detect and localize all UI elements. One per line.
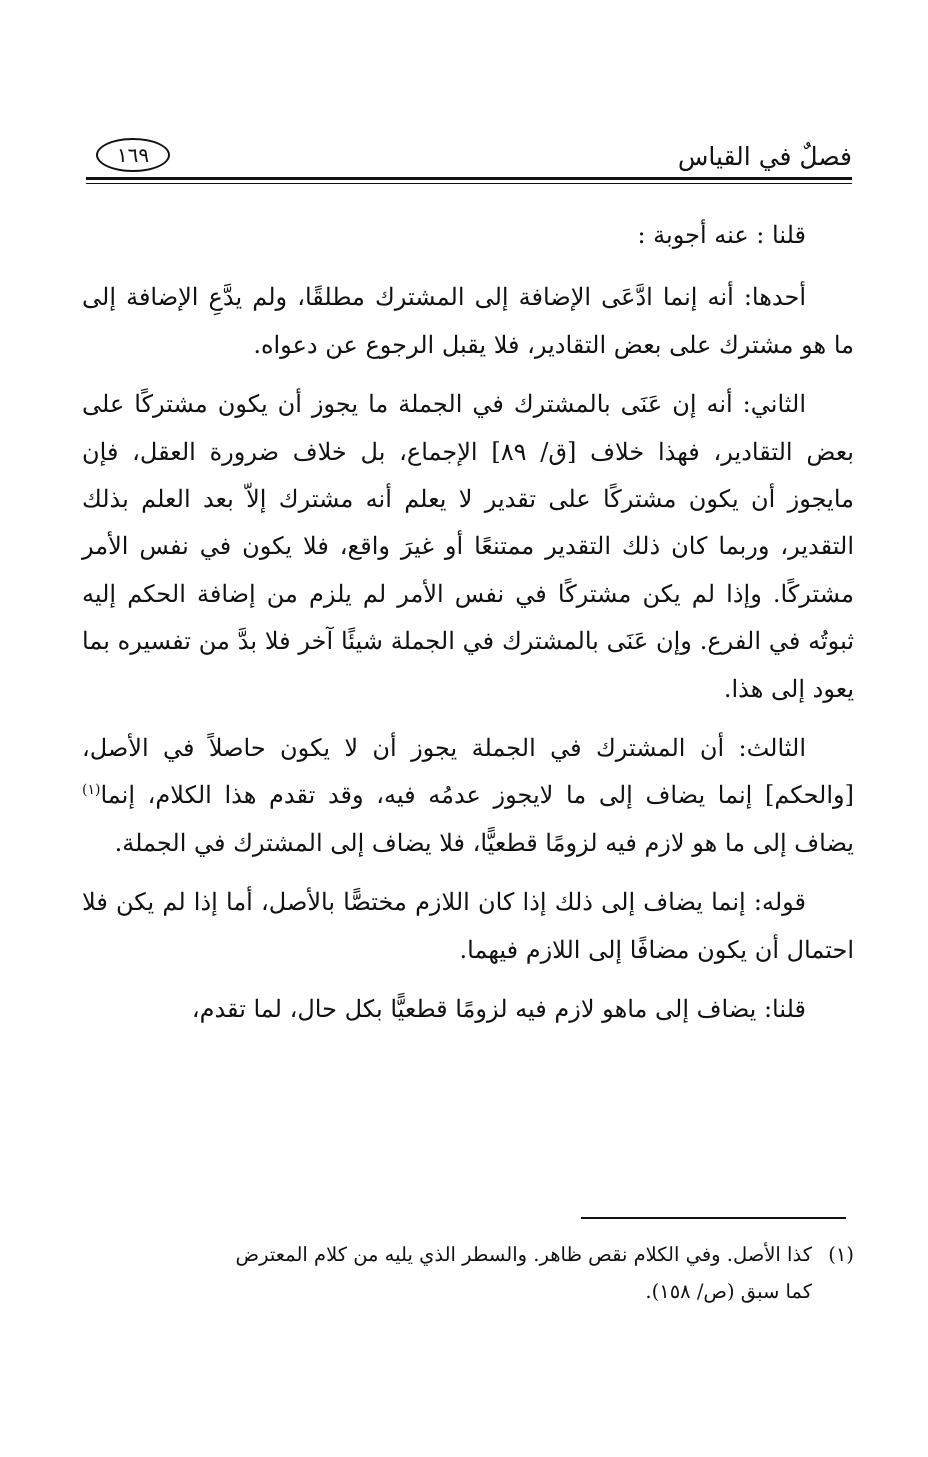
footnote-line-2: كما سبق (ص/ ١٥٨). (645, 1280, 812, 1303)
paragraph-reply: قلنا: يضاف إلى ماهو لازم فيه لزومًا قطعيًّا بكل حال، لما تقدم، (191, 995, 806, 1024)
header-rule-thin (86, 183, 852, 184)
paragraph-first-answer: أحدها: أنه إنما ادَّعَى الإضافة إلى المشترك مطلقًا، ولم يدَّعِ الإضافة إلى ما هو مشترك على بعض التقادير، فلا يقبل الرجوع عن دعواه. (82, 283, 854, 359)
footnote-line-1 (82, 1236, 854, 1273)
paragraph-second-answer: الثاني: أنه إن عَنَى بالمشترك في الجملة ما يجوز أن يكون مشتركًا على بعض التقادير، فهذا خلاف [ق/ ٨٩] الإجماع، بل خلاف ضرورة العقل، فإن مايجوز أن يكون مشتركًا على تقدير لا يعلم أنه مشترك إلاّ بعد العلم بذلك التقدير، وربما كان ذلك التقدير ممتنعًا أو غيرَ واقع، فلا يكون في نفس الأمر مشتركًا. وإذا لم يكن مشتركًا في نفس الأمر لم يلزم من إضافة الحكم إليه ثبوتُه في الفرع. وإن عَنَى بالمشترك في الجملة شيئًا آخر فلا بدَّ من تفسيره بما يعود إلى هذا. (82, 390, 854, 703)
running-title: فصلٌ في القياس (677, 142, 852, 171)
page-number-oval (96, 138, 170, 172)
header-rule-thick (86, 177, 852, 180)
footnote (82, 1236, 854, 1310)
third-answer-text-a: الثالث: أن المشترك في الجملة يجوز أن لا يكون حاصلاً في الأصل، [والحكم] إنما يضاف إلى ما لايجوز عدمُه فيه، وقد تقدم هذا الكلام، إنما (82, 734, 854, 810)
footnote-number: (١) (828, 1243, 854, 1266)
footnote-text-1: كذا الأصل. وفي الكلام نقص ظاهر. والسطر الذي يليه من كلام المعترض (235, 1243, 812, 1266)
paragraph-intro: قلنا : عنه أجوبة : (637, 221, 806, 249)
third-answer-text-b: يضاف إلى ما هو لازم فيه لزومًا قطعيًّا، فلا يضاف إلى المشترك في الجملة. (114, 828, 854, 857)
footnote-marker: (١) (82, 782, 101, 799)
footnote-separator (581, 1217, 846, 1219)
paragraph-objection: قوله: إنما يضاف إلى ذلك إذا كان اللازم مختصًّا بالأصل، أما إذا لم يكن فلا احتمال أن يكون مضافًا إلى اللازم فيهما. (82, 888, 854, 964)
main-text (82, 212, 854, 1046)
paragraph-third-answer (82, 725, 854, 867)
page-number: ١٦٩ (116, 143, 150, 167)
